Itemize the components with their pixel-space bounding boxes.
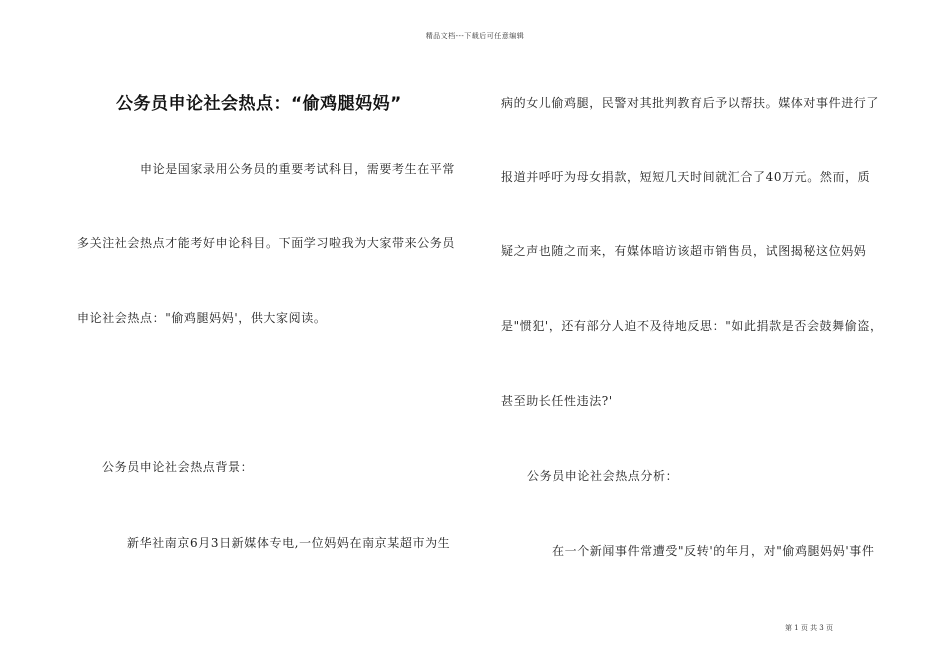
- paragraph-line: 新华社南京6月3日新媒体专电,一位妈妈在南京某超市为生: [127, 536, 451, 550]
- paragraph-line: 疑之声也随之而来，有媒体暗访该超市销售员，试图揭秘这位妈妈: [501, 244, 867, 258]
- paragraph-line: 在一个新闻事件常遭受"反转'的年月，对"偷鸡腿妈妈'事件: [552, 544, 875, 558]
- paragraph-line: 甚至助长任性违法?': [501, 394, 613, 408]
- section-heading: 公务员申论社会热点背景：: [102, 460, 254, 474]
- paragraph-line: 多关注社会热点才能考好申论科目。下面学习啦我为大家带来公务员: [77, 236, 456, 250]
- section-heading: 公务员申论社会热点分析：: [527, 469, 679, 483]
- paragraph-line: 申论是国家录用公务员的重要考试科目，需要考生在平常: [140, 162, 456, 176]
- paragraph-line: 申论社会热点："偷鸡腿妈妈'，供大家阅读。: [77, 311, 327, 325]
- paragraph-line: 病的女儿偷鸡腿，民警对其批判教育后予以帮扶。媒体对事件进行了: [501, 96, 880, 110]
- page-number: 第 1 页 共 3 页: [784, 624, 833, 632]
- paragraph-line: 报道并呼吁为母女捐款，短短几天时间就汇合了40万元。然而，质: [501, 170, 871, 184]
- document-title: 公务员申论社会热点：“偷鸡腿妈妈”: [116, 94, 402, 114]
- paragraph-line: 是"惯犯'，还有部分人迫不及待地反思："如此捐款是否会鼓舞偷盗，: [501, 319, 883, 333]
- header-note: 精品文档---下载后可任意编辑: [425, 32, 525, 40]
